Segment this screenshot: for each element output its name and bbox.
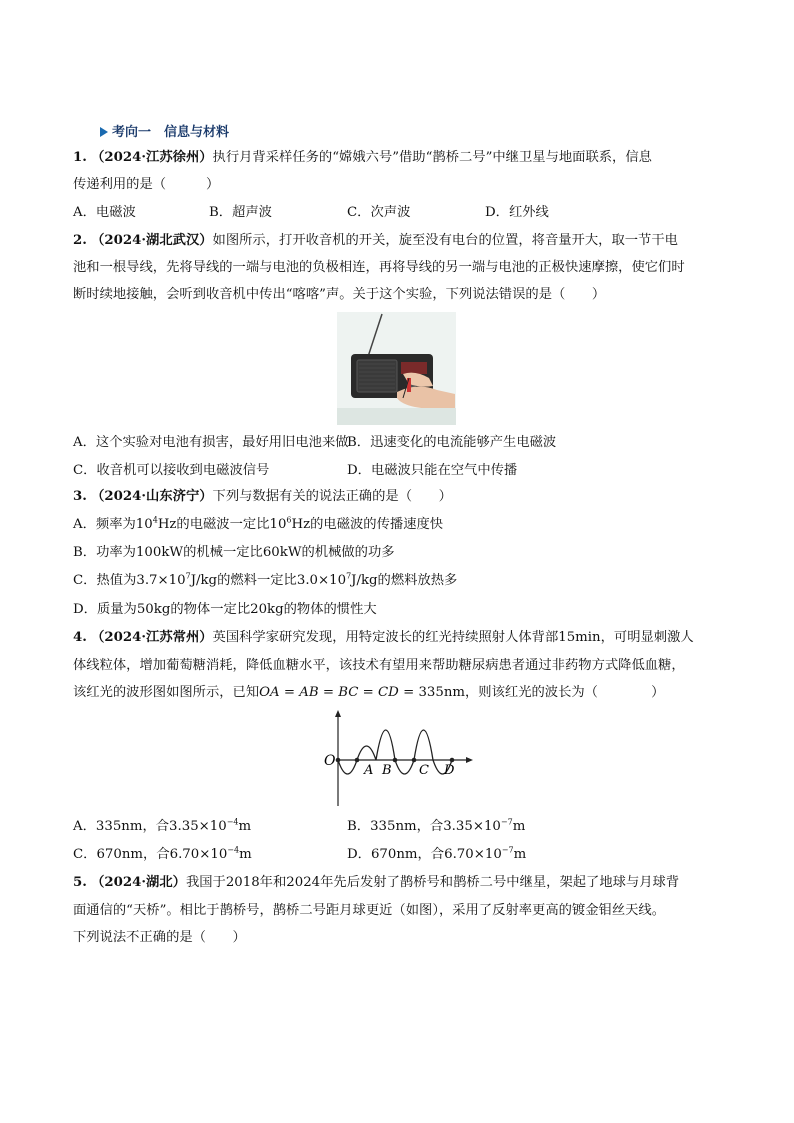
q1-option-a[interactable]: A．电磁波: [73, 205, 136, 220]
q2-option-c[interactable]: C．收音机可以接收到电磁波信号: [73, 463, 270, 478]
radio-photo: [337, 312, 456, 425]
q3-c-v1: 3.7×10: [136, 573, 186, 588]
q4-line1: [73, 629, 694, 647]
point-b: [393, 758, 398, 763]
section-heading: [100, 121, 229, 140]
q4-c-e: −4: [227, 845, 240, 855]
q3-option-b[interactable]: B．功率为100kW的机械一定比60kW的机械做的功多: [73, 545, 395, 560]
label-o: O: [324, 753, 336, 769]
q4-c-u: m: [239, 847, 252, 862]
q3-a-post: Hz的电磁波的传播速度快: [291, 517, 444, 532]
q1-option-b[interactable]: B．超声波: [209, 205, 272, 220]
q1-number: 1.: [73, 150, 87, 165]
q2-option-d[interactable]: D．电磁波只能在空气中传播: [347, 463, 518, 478]
q3-a-v1: 10: [135, 517, 153, 532]
q1-source: （2024·江苏徐州）: [91, 150, 213, 165]
q4-a-e: −4: [226, 817, 239, 827]
q4-option-a[interactable]: [73, 818, 251, 836]
q3-a-mid: Hz的电磁波一定比: [157, 517, 270, 532]
point-c: [412, 758, 417, 763]
q4-d-e: −7: [501, 845, 514, 855]
q4-option-d[interactable]: [347, 846, 526, 864]
q3-a-v2: 10: [269, 517, 287, 532]
q3-option-d[interactable]: D．质量为50kg的物体一定比20kg的物体的惯性大: [73, 602, 377, 617]
q4-a-u: m: [238, 819, 252, 834]
q2-text1: 如图所示，打开收音机的开关，旋至没有电台的位置，将音量开大，取一节干电: [212, 233, 678, 248]
q1-option-d[interactable]: D．红外线: [485, 205, 549, 220]
label-c: C: [419, 763, 429, 778]
q5-line3: 下列说法不正确的是（ ）: [73, 930, 246, 945]
q4-line3-post: ，则该红光的波长为（ ）: [465, 685, 665, 700]
q3-c-post: J/kg的燃料放热多: [351, 573, 458, 588]
q3-text1: 下列与数据有关的说法正确的是（ ）: [212, 489, 452, 504]
q4-line2: 体线粒体，增加葡萄糖消耗，降低血糖水平，该技术有望用来帮助糖尿病患者通过非药物方式降低血糖，: [73, 658, 685, 673]
q4-b-v: 3.35×10: [443, 819, 501, 834]
q3-c-e1: 7: [185, 571, 191, 581]
q4-number: 4.: [73, 630, 87, 645]
q4-c-pre: C．670nm，合: [73, 847, 170, 862]
q3-c-v2: 3.0×10: [296, 573, 347, 588]
label-a: A: [364, 763, 374, 778]
q5-line1: [73, 874, 679, 892]
label-b: B: [382, 763, 392, 778]
q4-b-u: m: [512, 819, 526, 834]
q4-line3-pre: 该红光的波形图如图所示，已知: [73, 685, 260, 700]
q4-option-b[interactable]: [347, 818, 525, 836]
q3-option-a[interactable]: [73, 516, 443, 534]
red-light-waveform-diagram: [318, 710, 474, 808]
q1-text1: 执行月背采样任务的“嫦娥六号”借助“鹊桥二号”中继卫星与地面联系，信息: [212, 150, 652, 165]
q3-a-e2: 6: [286, 515, 292, 525]
x-axis-arrow-icon: [466, 757, 473, 763]
q4-d-pre: D．670nm，合: [347, 847, 445, 862]
q4-c-v: 6.70×10: [169, 847, 228, 862]
q4-b-pre: B．335nm，合: [347, 819, 444, 834]
wave-curve: [338, 730, 452, 774]
q3-c-pre: C．热值为: [73, 573, 137, 588]
q4-b-e: −7: [500, 817, 513, 827]
q3-source: （2024·山东济宁）: [91, 489, 213, 504]
y-axis-arrow-icon: [335, 710, 341, 717]
q1-line2: 传递利用的是（ ）: [73, 177, 220, 192]
q3-c-e2: 7: [346, 571, 352, 581]
q2-line1: [73, 232, 678, 250]
q4-equation-value: = 335nm: [398, 685, 466, 700]
q2-line3: 断时续地接触，会听到收音机中传出“喀喀”声。关于这个实验，下列说法错误的是（ ）: [73, 287, 606, 302]
q3-option-c[interactable]: [73, 572, 457, 590]
q5-source: （2024·湖北）: [91, 875, 186, 890]
q4-source: （2024·江苏常州）: [91, 630, 213, 645]
q2-line2: 池和一根导线，先将导线的一端与电池的负极相连，再将导线的另一端与电池的正极快速摩擦，使它们时: [73, 260, 685, 275]
q4-a-pre: A．335nm，合: [73, 819, 170, 834]
triangle-bullet-icon: [100, 127, 108, 137]
point-o: [336, 758, 341, 763]
q1-option-c[interactable]: C．次声波: [347, 205, 411, 220]
point-d: [450, 758, 455, 763]
q5-text1: 我国于2018年和2024年先后发射了鹊桥号和鹊桥二号中继星，架起了地球与月球背: [185, 875, 680, 890]
q4-equation: OA = AB = BC = CD: [259, 685, 399, 700]
q4-d-v: 6.70×10: [444, 847, 502, 862]
radio-illustration: [337, 312, 456, 425]
q4-text1: 英国科学家研究发现，用特定波长的红光持续照射人体背部15min，可明显刺激人: [212, 630, 694, 645]
q2-source: （2024·湖北武汉）: [91, 233, 213, 248]
q4-line3: [73, 684, 664, 702]
q4-d-u: m: [513, 847, 527, 862]
q3-line1: [73, 488, 452, 506]
q2-number: 2.: [73, 233, 87, 248]
q3-a-e1: 4: [152, 515, 158, 525]
q2-option-b[interactable]: B．迅速变化的电流能够产生电磁波: [347, 435, 557, 450]
q5-number: 5.: [73, 875, 87, 890]
q3-c-mid: J/kg的燃料一定比: [190, 573, 297, 588]
q2-option-a[interactable]: A．这个实验对电池有损害，最好用旧电池来做: [73, 435, 349, 450]
label-d: D: [444, 763, 455, 778]
q3-number: 3.: [73, 489, 87, 504]
q4-option-c[interactable]: [73, 846, 252, 864]
section-label: 考向一 信息与材料: [112, 125, 230, 140]
q5-line2: 面通信的“天桥”。相比于鹊桥号，鹊桥二号距月球更近（如图），采用了反射率更高的镀金钼丝天线。: [73, 903, 666, 918]
q1-line1: [73, 149, 652, 167]
q3-a-pre: A．频率为: [73, 517, 136, 532]
q4-a-v: 3.35×10: [169, 819, 227, 834]
point-a: [355, 758, 360, 763]
